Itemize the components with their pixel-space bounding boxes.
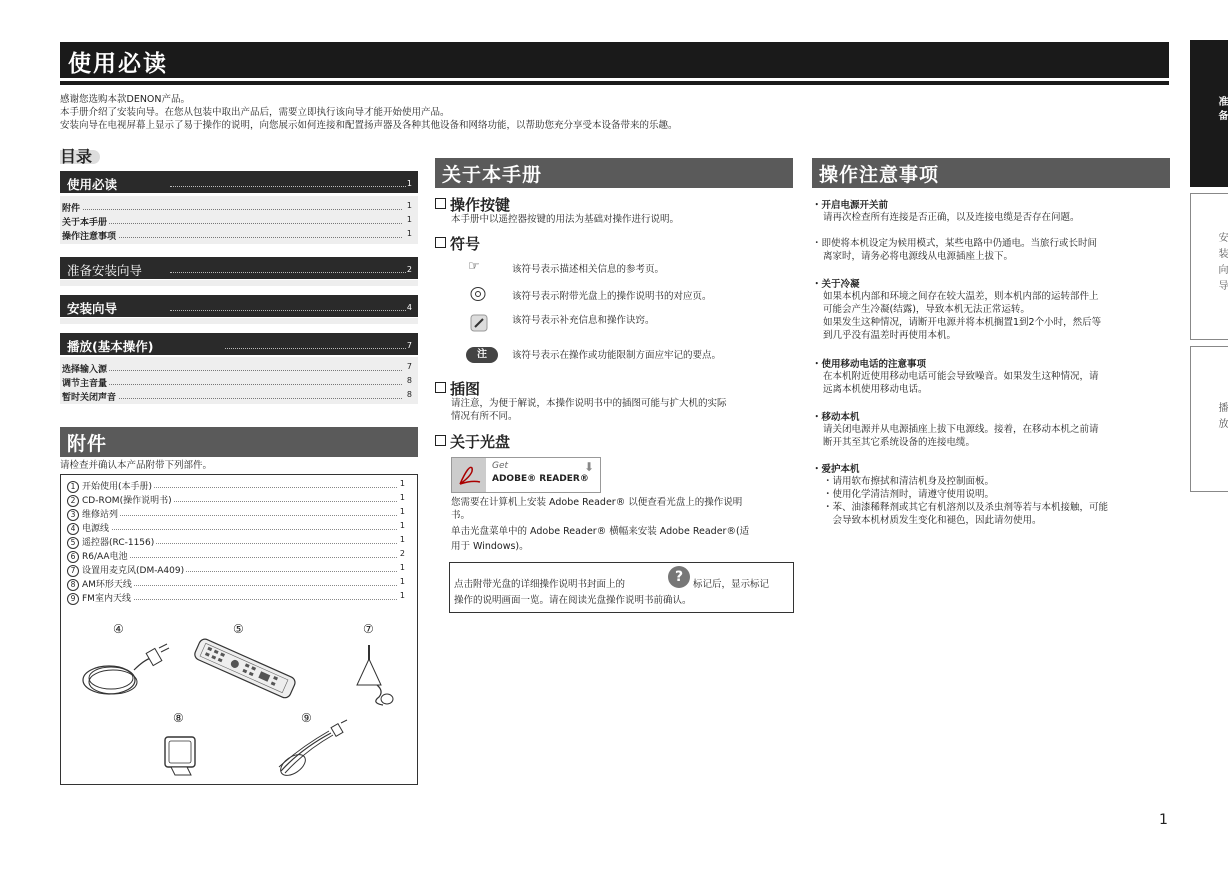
disc-text-2: 书。 xyxy=(451,510,471,521)
list-item: 7 设置用麦克风(DM-A409) 1 xyxy=(67,563,405,575)
download-arrow-icon: ⬇ xyxy=(584,460,595,474)
list-item: 2 CD-ROM(操作说明书) 1 xyxy=(67,493,405,505)
adobe-acrobat-icon xyxy=(452,458,486,492)
illustrations-text-2: 情况有所不同。 xyxy=(451,411,518,422)
symbols-heading: 符号 xyxy=(435,233,480,254)
power-cord-illustration xyxy=(79,640,171,702)
toc-title: 目录 xyxy=(60,147,93,166)
disc-text-4: 用于 Windows)。 xyxy=(451,541,529,552)
section-rule xyxy=(812,186,1170,188)
adobe-logo xyxy=(452,458,486,492)
list-item: 9 FM室内天线 1 xyxy=(67,591,405,603)
precaution-item: ・移动本机 请关闭电源并从电源插座上拔下电源线。接着，在移动本机之前请 断开其至其它系统设备的连接电缆。 xyxy=(812,412,1099,448)
disc-text-3: 单击光盘菜单中的 Adobe Reader® 横幅来安装 Adobe Reader®(适 xyxy=(451,526,750,537)
note-badge: 注 xyxy=(466,347,498,363)
symbol-desc: 该符号表示补充信息和操作诀窍。 xyxy=(512,315,655,326)
accessories-intro: 请检查并确认本产品附带下列部件。 xyxy=(60,460,213,471)
buttons-heading: 操作按键 xyxy=(435,194,510,215)
buttons-text: 本手册中以遥控器按键的用法为基础对操作进行说明。 xyxy=(451,214,680,225)
about-manual-header: 关于本手册 xyxy=(435,158,793,186)
intro-line-1: 感谢您选购本款DENON产品。 xyxy=(60,94,191,105)
reference-hand-icon: ☞ xyxy=(468,259,480,274)
illustrations-heading: 插图 xyxy=(435,378,480,399)
title-rule xyxy=(60,81,1169,85)
list-item: 6 R6/AA电池 2 xyxy=(67,549,405,561)
disc-heading: 关于光盘 xyxy=(435,431,510,452)
section-rule xyxy=(435,186,793,188)
toc-item[interactable]: 暂时关闭声音 8 xyxy=(62,390,412,403)
toc-item[interactable]: 附件 1 xyxy=(62,201,412,214)
precaution-item: ・使用移动电话的注意事项 在本机附近使用移动电话可能会导致噪音。如果发生这种情况，请 远离本机使用移动电话。 xyxy=(812,359,1099,395)
toc-subitems-playback xyxy=(60,357,418,404)
toc-section-playback[interactable]: 播放(基本操作) 7 xyxy=(60,333,418,355)
fm-antenna-illustration xyxy=(271,719,361,779)
precautions-header: 操作注意事项 xyxy=(812,158,1170,186)
disc-icon xyxy=(469,285,487,303)
toc-spacer xyxy=(60,318,418,324)
microphone-illustration xyxy=(349,641,399,709)
disc-note-text-b: 标记后，显示标记 xyxy=(693,579,770,590)
toc-section-prepare-wizard[interactable]: 准备安装向导 2 xyxy=(60,257,418,279)
page-number: 1 xyxy=(1159,812,1168,828)
side-tab-setup-wizard[interactable]: 安装向导 xyxy=(1190,193,1228,340)
figure-label-power-cord: ④ xyxy=(113,622,124,636)
section-rule xyxy=(60,455,418,457)
adobe-reader-banner[interactable]: Get ADOBE® READER® ⬇ xyxy=(451,457,601,493)
figure-label-microphone: ⑦ xyxy=(363,622,374,636)
figure-label-fm-antenna: ⑨ xyxy=(301,711,312,725)
symbol-desc: 该符号表示描述相关信息的参考页。 xyxy=(512,264,665,275)
disc-note-text-a: 点击附带光盘的详细操作说明书封面上的 xyxy=(454,579,626,590)
toc-subitems-getting-started xyxy=(60,196,418,244)
disc-note-text-c: 操作的说明画面一览。请在阅读光盘操作说明书前确认。 xyxy=(454,595,692,606)
illustrations-text-1: 请注意，为便于解说，本操作说明书中的插图可能与扩大机的实际 xyxy=(451,398,727,409)
disc-text-1: 您需要在计算机上安装 Adobe Reader® 以便查看光盘上的操作说明 xyxy=(451,497,743,508)
list-item: 5 遥控器(RC-1156) 1 xyxy=(67,535,405,547)
pen-icon xyxy=(470,314,488,332)
precaution-item: ・关于冷凝 如果本机内部和环境之间存在较大温差，则本机内部的运转部件上 可能会产生冷凝(结露)，导致本机无法正常运转。 如果发生这种情况，请断开电源并将本机搁置1到2个小时，然后等 到几乎没有温差时再使用本机。 xyxy=(812,279,1102,341)
toc-item[interactable]: 关于本手册 1 xyxy=(62,215,412,228)
toc-item[interactable]: 调节主音量 8 xyxy=(62,376,412,389)
figure-label-remote: ⑤ xyxy=(233,622,244,636)
disc-note-box xyxy=(449,562,794,613)
page-title-banner xyxy=(60,42,1169,78)
side-tab-playback[interactable]: 播放 xyxy=(1190,346,1228,492)
am-antenna-illustration xyxy=(157,731,207,781)
precaution-item: ・开启电源开关前 请再次检查所有连接是否正确，以及连接电缆是否存在问题。 xyxy=(812,200,1080,223)
toc-section-getting-started[interactable]: 使用必读 1 xyxy=(60,171,418,193)
precaution-item: ・爱护本机 ・请用软布擦拭和清洁机身及控制面板。 ・使用化学清洁剂时，请遵守使用说明。 ・苯、油漆稀释剂或其它有机溶剂以及杀虫剂等若与本机接触，可能 会导致本机材质发生变化和褪色，因此请勿使用。 xyxy=(812,464,1109,526)
accessories-box xyxy=(60,474,418,785)
page-title: 使用必读 xyxy=(68,51,168,77)
intro-line-3: 安装向导在电视屏幕上显示了易于操作的说明，向您展示如何连接和配置扬声器及各种其他设备和网络功能，以帮助您充分享受本设备带来的乐趣。 xyxy=(60,120,678,131)
toc-section-setup-wizard[interactable]: 安装向导 4 xyxy=(60,295,418,317)
toc-item[interactable]: 操作注意事项 1 xyxy=(62,229,412,242)
list-item: 8 AM环形天线 1 xyxy=(67,577,405,589)
symbol-desc: 该符号表示在操作或功能限制方面应牢记的要点。 xyxy=(512,350,722,361)
accessories-header: 附件 xyxy=(60,427,418,455)
toc-spacer xyxy=(60,280,418,286)
list-item: 1 开始使用(本手册) 1 xyxy=(67,479,405,491)
intro-line-2: 本手册介绍了安装向导。在您从包装中取出产品后，需要立即执行该向导才能开始使用产品。 xyxy=(60,107,450,118)
symbol-desc: 该符号表示附带光盘上的操作说明书的对应页。 xyxy=(512,291,712,302)
side-tab-preparation[interactable]: 准备 xyxy=(1190,40,1228,187)
list-item: 3 维修站列 1 xyxy=(67,507,405,519)
toc-item[interactable]: 选择输入源 7 xyxy=(62,362,412,375)
precaution-item: ・即使将本机设定为候用模式，某些电路中仍通电。当旅行或长时间 离家时，请务必将电源线从电源插座上拔下。 xyxy=(812,238,1098,262)
remote-control-illustration xyxy=(189,633,299,703)
figure-label-am-antenna: ⑧ xyxy=(173,711,184,725)
help-question-icon: ? xyxy=(668,566,690,588)
list-item: 4 电源线 1 xyxy=(67,521,405,533)
